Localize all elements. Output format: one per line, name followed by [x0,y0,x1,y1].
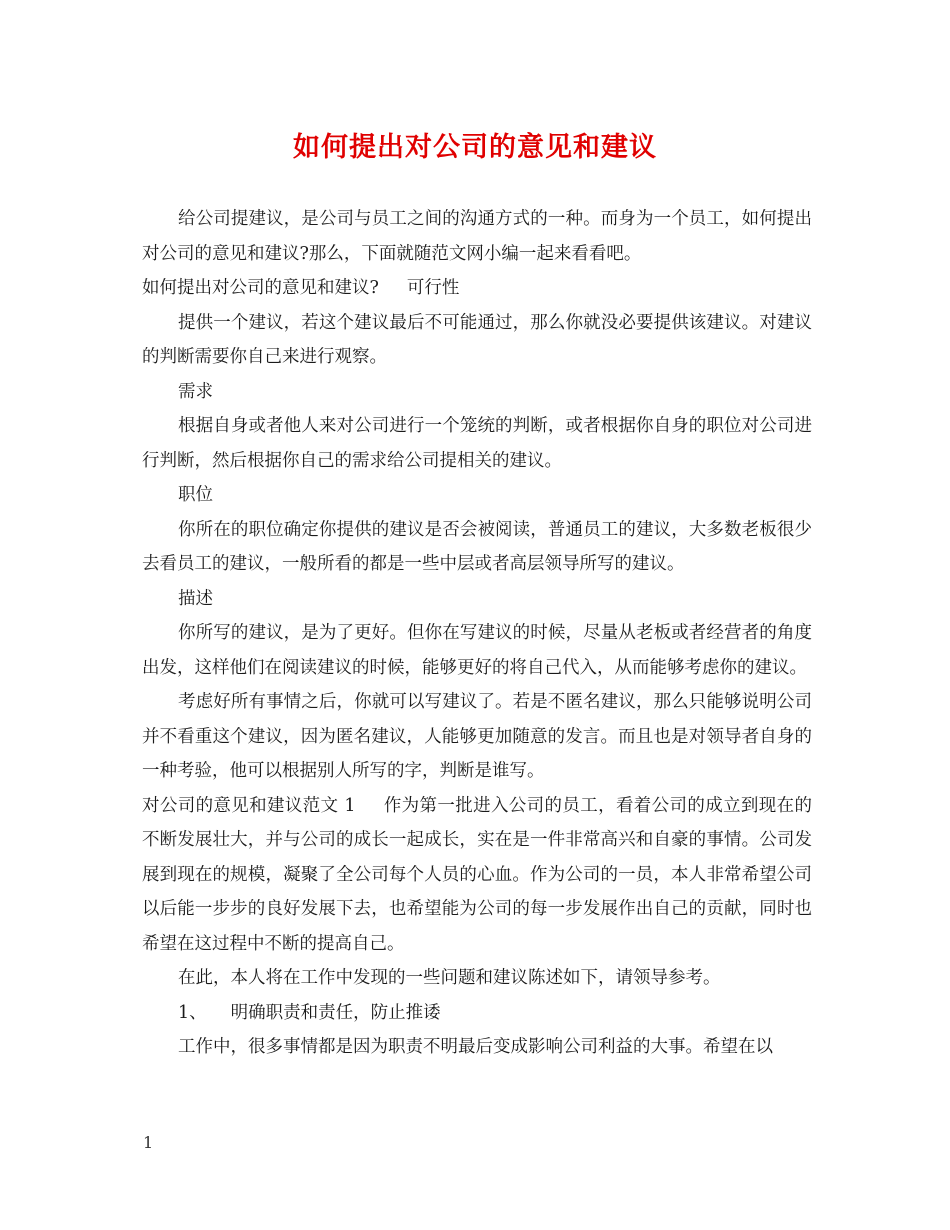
document-body [142,202,812,1065]
paragraph-sample [142,789,812,962]
paragraph-work: 工作中，很多事情都是因为职责不明最后变成影响公司利益的大事。希望在以 [178,1037,773,1057]
paragraph-here: 在此，本人将在工作中发现的一些问题和建议陈述如下，请领导参考。 [178,968,721,988]
paragraph-heading-line [142,271,812,306]
paragraph-position: 你所在的职位确定你提供的建议是否会被阅读，普通员工的建议，大多数老板很少去看员工的建议，一般所看的都是一些中层或者高层领导所写的建议。 [142,519,812,574]
heading-describe: 描述 [178,588,213,609]
paragraph-demand: 根据自身或者他人来对公司进行一个笼统的判断，或者根据你自身的职位对公司进行判断，然后根据你自己的需求给公司提相关的建议。 [142,416,812,471]
heading-position: 职位 [178,485,213,505]
paragraph-feasibility: 提供一个建议，若这个建议最后不可能通过，那么你就没必要提供该建议。对建议的判断需要你自己来进行观察。 [142,312,812,367]
document-title: 如何提出对公司的意见和建议 [293,132,657,163]
list-item-number: 1、 [178,1002,207,1023]
page-number: 1 [143,1133,154,1152]
paragraph-describe: 你所写的建议，是为了更好。但你在写建议的时候，尽量从老板或者经营者的角度出发，这样他们在阅读建议的时候，能够更好的将自己代入，从而能够考虑你的建议。 [142,623,812,678]
list-item-1 [142,996,812,1031]
list-item-text: 明确职责和责任，防止推诿 [230,1002,441,1023]
heading-demand: 需求 [178,381,213,402]
paragraph-intro: 给公司提建议，是公司与员工之间的沟通方式的一种。而身为一个员工，如何提出对公司的意见和建议?那么，下面就随范文网小编一起来看看吧。 [142,209,812,264]
sample-label: 对公司的意见和建议范文 1 [142,795,356,816]
heading-feasibility: 可行性 [406,278,460,298]
paragraph-consider: 考虑好所有事情之后，你就可以写建议了。若是不匿名建议，那么只能够说明公司并不看重这个建议，因为匿名建议，人能够更加随意的发言。而且也是对领导者自身的一种考验，他可以根据别人所写的字，判断是谁写。 [142,692,812,781]
heading-question: 如何提出对公司的意见和建议? [142,278,379,298]
sample-text: 作为第一批进入公司的员工，看着公司的成立到现在的不断发展壮大，并与公司的成长一起成长，实在是一件非常高兴和自豪的事情。公司发展到现在的规模，凝聚了全公司每个人员的心血。作为公司的一员，本人非常希望公司以后能一步步的良好发展下去，也希望能为公司的每一步发展作出自己的贡献，同时也希望在这过程中不断的提高自己。 [142,795,812,954]
